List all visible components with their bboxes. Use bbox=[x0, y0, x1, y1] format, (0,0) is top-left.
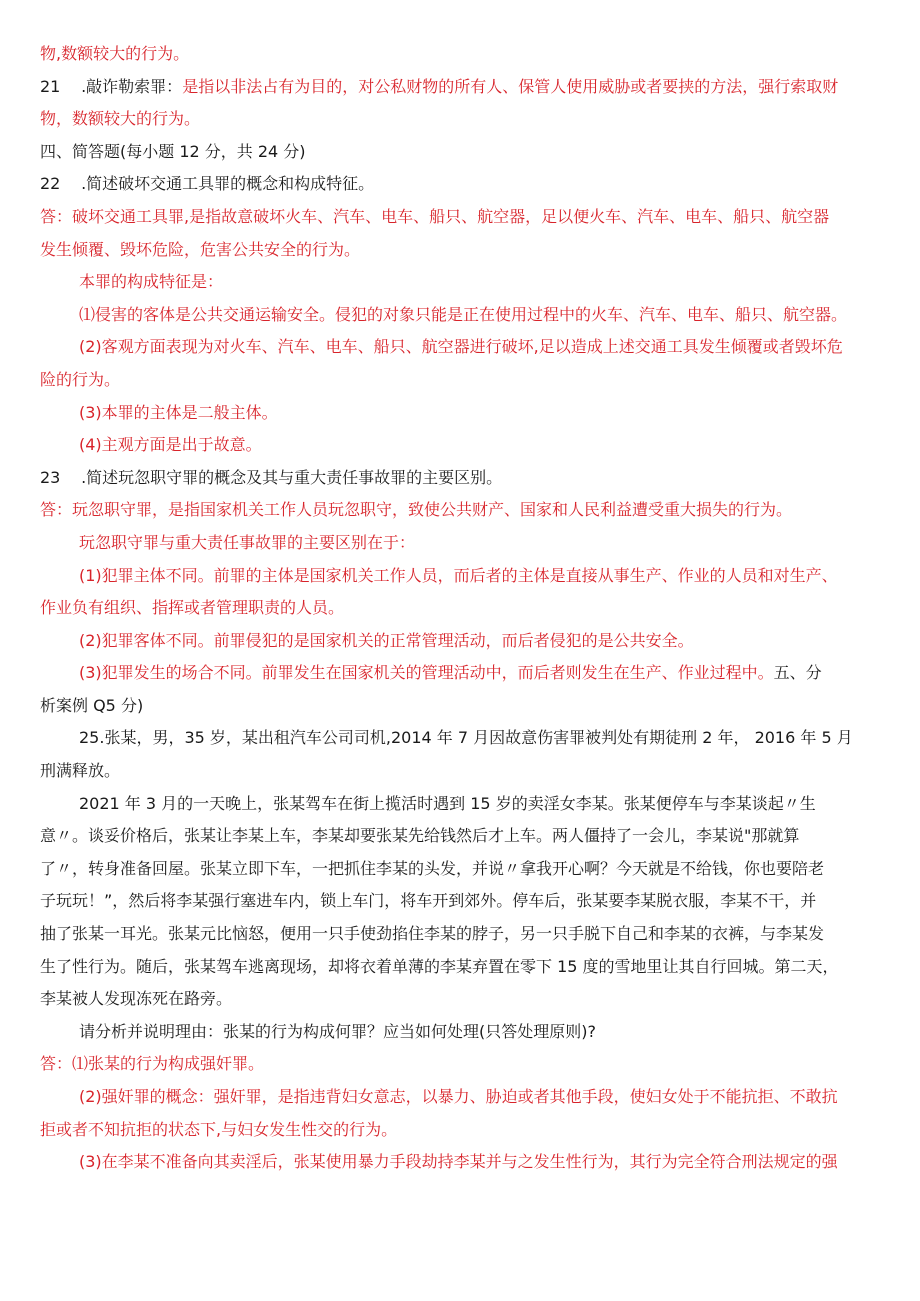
case-text-line: 抽了张某一耳光。张某元比恼怒，便用一只手使劲掐住李某的脖子，另一只手脱下自己和李某的衣裤，与李某发 bbox=[40, 924, 825, 944]
answer-line: (2)强奸罪的概念：强奸罪，是指违背妇女意志，以暴力、胁迫或者其他手段，使妇女处于不能抗拒、不敢抗 bbox=[79, 1087, 838, 1106]
answer-line: (3)本罪的主体是二般主体。 bbox=[79, 402, 278, 422]
question-21-line bbox=[40, 71, 888, 104]
answer-line: 发生倾覆、毁坏危险，危害公共安全的行为。 bbox=[40, 239, 361, 259]
case-text-line: 子玩玩！”，然后将李某强行塞进车内，锁上车门，将车开到郊外。停车后，张某要李某脱衣服，李某不干，并 bbox=[40, 891, 817, 911]
case-text-line: 刑满释放。 bbox=[40, 761, 121, 781]
case-text-line: 2021 年 3 月的一天晚上，张某驾车在街上揽活时遇到 15 岁的卖淫女李某。张某便停车与李某谈起〃生 bbox=[79, 793, 816, 813]
document-page bbox=[40, 38, 888, 1179]
answer-text: 是指以非法占有为目的，对公私财物的所有人、保管人使用威胁或者要挟的方法，强行索取财 bbox=[182, 76, 839, 96]
question-term: .敲诈勒索罪： bbox=[76, 76, 183, 96]
question-number: 23 bbox=[40, 467, 61, 487]
answer-line: 答：⑴张某的行为构成强奸罪。 bbox=[40, 1054, 265, 1074]
section-heading: 四、简答题(每小题 12 分，共 24 分) bbox=[40, 141, 306, 161]
answer-line: (3)在李某不准备向其卖淫后，张某使用暴力手段劫持李某并与之发生性行为，其行为完全符合刑法规定的强 bbox=[79, 1152, 838, 1172]
case-text-line: 了〃，转身准备回屋。张某立即下车，一把抓住李某的头发，并说〃拿我开心啊？今天就是不给钱，你也要陪老 bbox=[40, 858, 825, 878]
section-heading-fragment: 五、分 bbox=[773, 663, 822, 683]
question-text: .简述破坏交通工具罪的概念和构成特征。 bbox=[76, 174, 375, 194]
text-line: 物，数额较大的行为。 bbox=[40, 109, 201, 129]
section-heading-fragment: 析案例 Q5 分) bbox=[40, 695, 144, 715]
answer-line: 答：玩忽职守罪，是指国家机关工作人员玩忽职守，致使公共财产、国家和人民利益遭受重大损失的行为。 bbox=[40, 500, 793, 520]
question-22-line bbox=[40, 168, 888, 201]
answer-line: (4)主观方面是出于故意。 bbox=[79, 435, 262, 455]
answer-line: (1)犯罪主体不同。前罪的主体是国家机关工作人员，而后者的主体是直接从事生产、作业的人员和对生产、 bbox=[79, 565, 838, 585]
answer-line: 玩忽职守罪与重大责任事故罪的主要区别在于： bbox=[79, 532, 416, 552]
answer-text: (3)犯罪发生的场合不同。前罪发生在国家机关的管理活动中，而后者则发生在生产、作业过程中。 bbox=[79, 663, 774, 683]
answer-line: 拒或者不知抗拒的状态下,与妇女发生性交的行为。 bbox=[40, 1119, 398, 1139]
answer-line: (2)客观方面表现为对火车、汽车、电车、船只、航空器进行破坏,足以造成上述交通工具发生倾覆或者毁坏危 bbox=[79, 337, 843, 357]
answer-line: 险的行为。 bbox=[40, 369, 121, 389]
question-number: 21 bbox=[40, 76, 61, 96]
answer-line bbox=[40, 657, 888, 690]
case-text-line: 李某被人发现冻死在路旁。 bbox=[40, 989, 233, 1009]
question-number: 22 bbox=[40, 174, 61, 194]
answer-line: 答：破坏交通工具罪,是指故意破坏火车、汽车、电车、船只、航空器，足以便火车、汽车、电车、船只、航空器 bbox=[40, 206, 830, 226]
question-text: .简述玩忽职守罪的概念及其与重大责任事故罪的主要区别。 bbox=[76, 467, 503, 487]
case-text-line: 生了性行为。随后，张某驾车逃离现场，却将衣着单薄的李某弃置在零下 15 度的雪地里让其自行回城。第二天， bbox=[40, 956, 839, 976]
answer-line: 本罪的构成特征是： bbox=[79, 272, 224, 292]
case-text-line: 意〃。谈妥价格后，张某让李某上车，李某却要张某先给钱然后才上车。两人僵持了一会儿，李某说"那就算 bbox=[40, 826, 800, 846]
answer-line: (2)犯罪客体不同。前罪侵犯的是国家机关的正常管理活动，而后者侵犯的是公共安全。 bbox=[79, 630, 694, 650]
text-line: 物,数额较大的行为。 bbox=[40, 44, 190, 63]
answer-line: 作业负有组织、指挥或者管理职责的人员。 bbox=[40, 598, 345, 618]
case-question-line: 请分析并说明理由：张某的行为构成何罪？应当如何处理(只答处理原则)? bbox=[79, 1021, 596, 1041]
answer-line: ⑴侵害的客体是公共交通运输安全。侵犯的对象只能是正在使用过程中的火车、汽车、电车、船只、航空器。 bbox=[79, 304, 848, 324]
case-text-line: 25.张某，男，35 岁，某出租汽车公司司机,2014 年 7 月因故意伤害罪被判处有期徒刑 2 年， 2016 年 5 月 bbox=[79, 728, 853, 748]
question-23-line bbox=[40, 462, 888, 495]
